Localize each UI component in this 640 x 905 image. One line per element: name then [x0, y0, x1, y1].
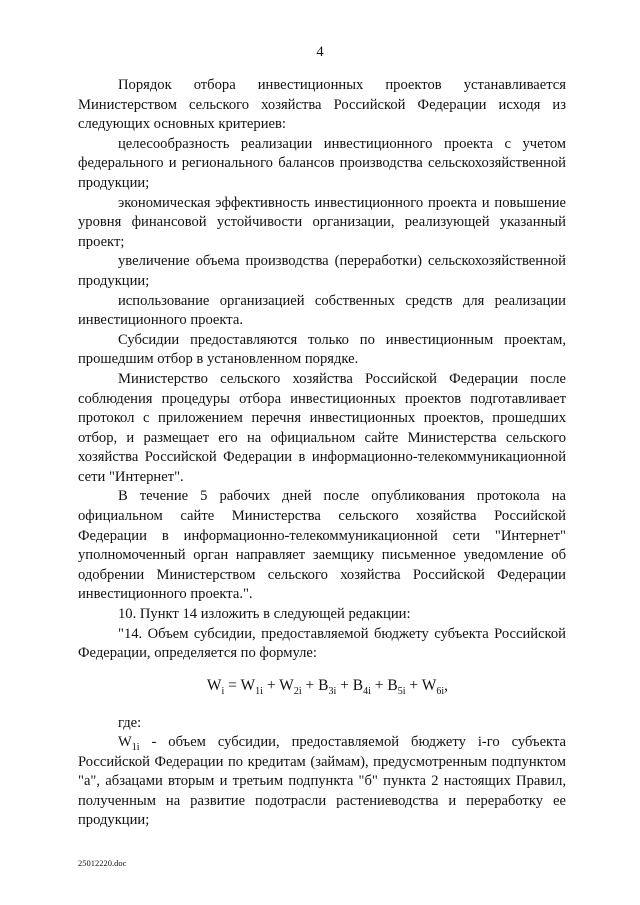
formula-plus: +: [340, 676, 349, 694]
definition-symbol: $W_{1i}$: [118, 734, 140, 753]
definition-text: - объем субсидии, предоставляемой бюджету i-го субъекта Российской Федерации по кредитам (займам), предусмотренным подпунктом "а", абзацами вторым и третьим подпункта "б" пункта 2 настоящих Правил, полученным на развитие подотрасли растениеводства и переработку ее продукции;: [78, 734, 566, 829]
formula-plus: +: [409, 676, 419, 694]
formula-term: $W_{2i}$: [279, 676, 302, 697]
formula-term: $W_{6i}$: [421, 676, 445, 697]
formula-term: $B_{3i}$: [318, 676, 337, 697]
formula-plus: +: [374, 676, 384, 694]
paragraph-subsidies-condition: Субсидии предоставляются только по инвестиционным проектам, прошедшим отбор в установленном порядке.: [78, 331, 566, 368]
criterion-own-funds: использование организацией собственных средств для реализации инвестиционного проекта.: [78, 292, 566, 329]
formula-lhs: $W_i$: [206, 676, 225, 697]
paragraph-notification: В течение 5 рабочих дней после опубликования протокола на официальном сайте Министерства сельского хозяйства Российской Федерации в информационно-телекоммуникационной сети "Интернет" уполномоченный орган направляет заемщику письменное уведомление об одобрении Министерством сельского хозяйства Российской Федерации инвестиционного проекта.".: [78, 488, 566, 603]
formula-plus: +: [266, 676, 276, 694]
paragraph-selection-procedure: Порядок отбора инвестиционных проектов устанавливается Министерством сельского хозяйства Российской Федерации исходя из следующих основных критериев:: [78, 77, 566, 133]
criterion-production-increase: увеличение объема производства (переработки) сельскохозяйственной продукции;: [78, 253, 566, 289]
formula-plus: +: [305, 676, 315, 694]
page-number: 4: [316, 44, 324, 60]
subsidy-formula: [78, 676, 566, 702]
paragraph-formula-intro: "14. Объем субсидии, предоставляемой бюджету субъекта Российской Федерации, определяется по формуле:: [78, 625, 566, 662]
definition-w1i: [78, 733, 566, 831]
formula-term: $B_{5i}$: [387, 676, 406, 697]
paragraph-ministry-protocol: Министерство сельского хозяйства Российской Федерации после соблюдения процедуры отбора инвестиционных проектов подготавливает протокол с приложением перечня инвестиционных проектов, прошедших отбор, и размещает его на официальном сайте Министерства сельского хозяйства Российской Федерации в информационно-телекоммуникационной сети "Интернет".: [78, 370, 566, 485]
formula-equals: =: [228, 676, 237, 694]
document-body: [78, 76, 566, 831]
formula-term: $W_{1i}$: [240, 676, 263, 697]
criterion-feasibility: целесообразность реализации инвестиционного проекта с учетом федерального и регионального балансов производства сельскохозяйственной продукции;: [78, 135, 566, 191]
footer-filename: 25012220.doc: [78, 858, 127, 868]
where-label: где:: [118, 714, 142, 731]
criterion-economic-efficiency: экономическая эффективность инвестиционного проекта и повышение уровня финансовой устойчивости организации, реализующей указанный проект;: [78, 194, 566, 250]
formula-trailing: ,: [444, 676, 448, 694]
formula-term: $B_{4i}$: [352, 676, 371, 697]
paragraph-amendment-point: 10. Пункт 14 изложить в следующей редакции:: [118, 606, 411, 623]
